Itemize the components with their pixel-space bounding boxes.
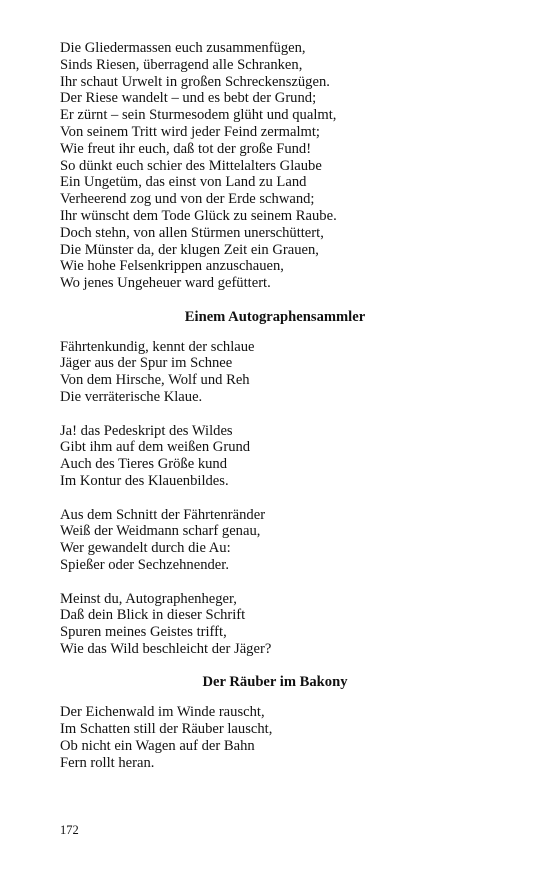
verse-line: Doch stehn, von allen Stürmen unerschüttert, <box>60 224 324 241</box>
verse-line: Wie das Wild beschleicht der Jäger? <box>60 640 272 657</box>
poem <box>60 674 490 771</box>
verse-line: Von dem Hirsche, Wolf und Reh <box>60 372 250 389</box>
verse-line: Verheerend zog und von der Erde schwand; <box>60 191 315 208</box>
verse-line: So dünkt euch schier des Mittelalters Glaube <box>60 157 322 174</box>
verse-line: Meinst du, Autographenheger, <box>60 590 237 607</box>
stanza <box>60 507 490 574</box>
stanza <box>60 339 490 406</box>
verse-line: Ja! das Pedeskript des Wildes <box>60 422 233 439</box>
verse-line: Fährtenkundig, kennt der schlaue <box>60 338 255 355</box>
verse-line: Gibt ihm auf dem weißen Grund <box>60 439 251 456</box>
verse-line: Ihr schaut Urwelt in großen Schreckenszügen. <box>60 73 330 90</box>
verse-line: Er zürnt – sein Sturmesodem glüht und qualmt, <box>60 107 337 124</box>
verse-line: Wo jenes Ungeheuer ward gefüttert. <box>60 275 271 292</box>
verse-line: Jäger aus der Spur im Schnee <box>60 355 233 372</box>
verse-line: Wie hohe Felsenkrippen anzuschauen, <box>60 258 284 275</box>
poem-title: Einem Autographensammler <box>184 308 366 325</box>
stanza <box>60 591 490 658</box>
verse-line: Von seinem Tritt wird jeder Feind zermalmt; <box>60 123 320 140</box>
verse-line: Die Gliedermassen euch zusammenfügen, <box>60 40 306 56</box>
verse-line: Der Eichenwald im Winde rauscht, <box>60 704 265 721</box>
verse-line: Spießer oder Sechzehnender. <box>60 556 229 573</box>
page-content <box>60 40 490 788</box>
stanza <box>60 423 490 490</box>
verse-line: Der Riese wandelt – und es bebt der Grund; <box>60 90 317 107</box>
verse-line: Spuren meines Geistes trifft, <box>60 624 227 641</box>
stanza <box>60 40 490 292</box>
verse-line: Wer gewandelt durch die Au: <box>60 540 231 557</box>
verse-line: Wie freut ihr euch, daß tot der große Fund! <box>60 140 312 157</box>
verse-line: Ob nicht ein Wagen auf der Bahn <box>60 737 255 754</box>
verse-line: Sinds Riesen, überragend alle Schranken, <box>60 56 303 73</box>
page-number: 172 <box>60 823 79 837</box>
verse-line: Die Münster da, der klugen Zeit ein Grauen, <box>60 241 319 258</box>
verse-line: Im Schatten still der Räuber lauscht, <box>60 721 273 738</box>
verse-line: Weiß der Weidmann scharf genau, <box>60 523 261 540</box>
verse-line: Ihr wünscht dem Tode Glück zu seinem Raube. <box>60 207 337 224</box>
verse-line: Auch des Tieres Größe kund <box>60 456 228 473</box>
verse-line: Daß dein Blick in dieser Schrift <box>60 607 246 624</box>
verse-line: Aus dem Schnitt der Fährtenränder <box>60 506 266 523</box>
verse-line: Fern rollt heran. <box>60 754 155 771</box>
verse-line: Im Kontur des Klauenbildes. <box>60 472 229 489</box>
poem <box>60 309 490 658</box>
poem <box>60 40 490 292</box>
stanza <box>60 704 490 771</box>
verse-line: Ein Ungetüm, das einst von Land zu Land <box>60 174 307 191</box>
poem-title: Der Räuber im Bakony <box>202 674 348 691</box>
verse-line: Die verräterische Klaue. <box>60 388 203 405</box>
